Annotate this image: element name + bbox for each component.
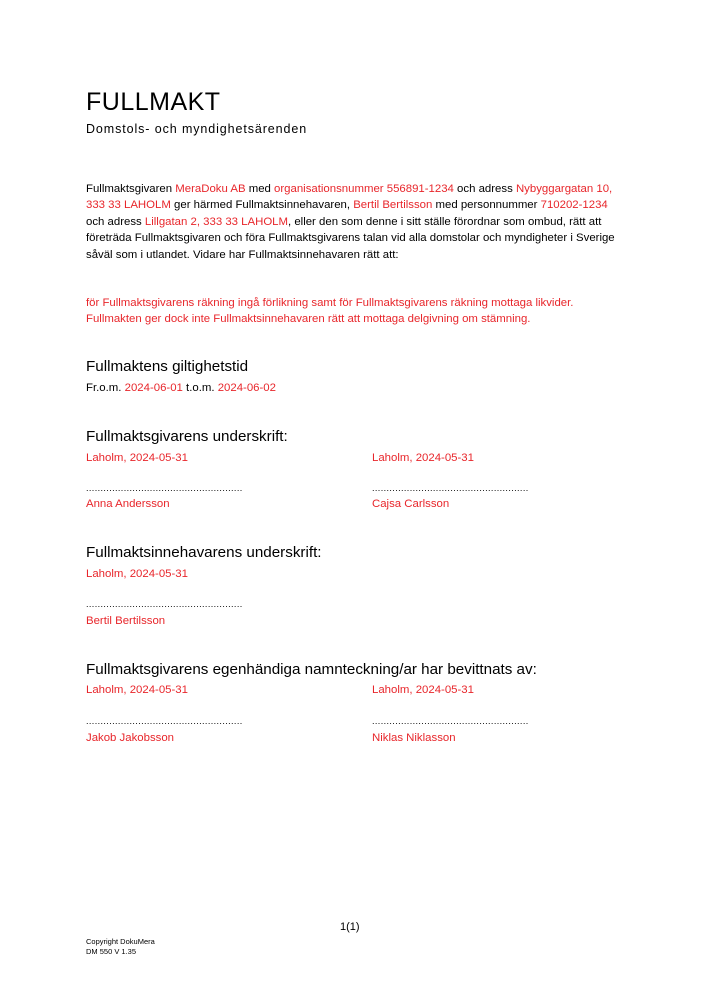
intro-paragraph: Fullmaktsgivaren MeraDoku AB med organisationsnummer 556891-1234 och adress Nybyggargatan 10, 333 33 LAHOLM ger härmed Fullmaktsinnehavaren, Bertil Bertilsson med personnummer 710202-1234 och adress Lillgatan 2, 333 33 LAHOLM, eller den som denne i sitt ställe förordnar som ombud, rätt att företräda Fullmaktsgivaren och föra Fullmaktsgivarens talan vid alla domstolar och myndigheter i Sverige såväl som i utlandet. Vidare har Fullmaktsinnehavaren rätt att:: [86, 183, 615, 261]
signature-line: ......................................................: [86, 716, 243, 726]
giver-signature-heading: Fullmaktsgivarens underskrift:: [86, 428, 288, 445]
signature-line: ......................................................: [86, 599, 243, 609]
holder-name: Bertil Bertilsson: [86, 615, 166, 627]
validity-to-date: 2024-06-02: [217, 382, 276, 394]
witness-right-name: Niklas Niklasson: [372, 732, 456, 744]
giver-left-name: Anna Andersson: [86, 498, 170, 510]
holder-address-field: Lillgatan 2, 333 33 LAHOLM: [144, 215, 288, 228]
validity-period: Fr.o.m. 2024-06-01 t.o.m. 2024-06-02: [86, 382, 276, 394]
personnr-field: 710202-1234: [540, 199, 608, 212]
witness-left-place-date: Laholm, 2024-05-31: [86, 684, 188, 696]
witnesses-heading: Fullmaktsgivarens egenhändiga namnteckning/ar har bevittnats av:: [86, 661, 537, 678]
giver-right-name: Cajsa Carlsson: [372, 498, 450, 510]
holder-name-field: Bertil Bertilsson: [353, 199, 433, 212]
giver-right-place-date: Laholm, 2024-05-31: [372, 452, 474, 464]
giver-left-place-date: Laholm, 2024-05-31: [86, 452, 188, 464]
giver-name-field: MeraDoku AB: [175, 183, 246, 195]
signature-line: ......................................................: [372, 483, 529, 493]
validity-heading: Fullmaktens giltighetstid: [86, 358, 249, 375]
witness-right-place-date: Laholm, 2024-05-31: [372, 684, 474, 696]
holder-place-date: Laholm, 2024-05-31: [86, 568, 188, 580]
signature-line: ......................................................: [372, 716, 529, 726]
document-title: FULLMAKT: [86, 88, 221, 116]
version-text: DM 550 V 1.35: [86, 947, 137, 956]
witness-left-name: Jakob Jakobsson: [86, 732, 175, 744]
validity-from-date: 2024-06-01: [124, 382, 183, 394]
holder-signature-heading: Fullmaktsinnehavarens underskrift:: [86, 544, 322, 561]
rights-paragraph: för Fullmaktsgivarens räkning ingå förlikning samt för Fullmaktsgivarens räkning mottaga likvider. Fullmakten ger dock inte Fullmaktsinnehavaren rätt att mottaga delgivning om stämning.: [86, 297, 574, 326]
orgnr-field: organisationsnummer 556891-1234: [274, 183, 454, 195]
giver-address-field: Nybyggargatan 10, 333 33 LAHOLM: [86, 183, 613, 212]
document-subtitle: Domstols- och myndighetsärenden: [86, 122, 308, 136]
page-number: 1(1): [340, 921, 360, 933]
copyright-text: Copyright DokuMera: [86, 937, 155, 946]
signature-line: ......................................................: [86, 483, 243, 493]
